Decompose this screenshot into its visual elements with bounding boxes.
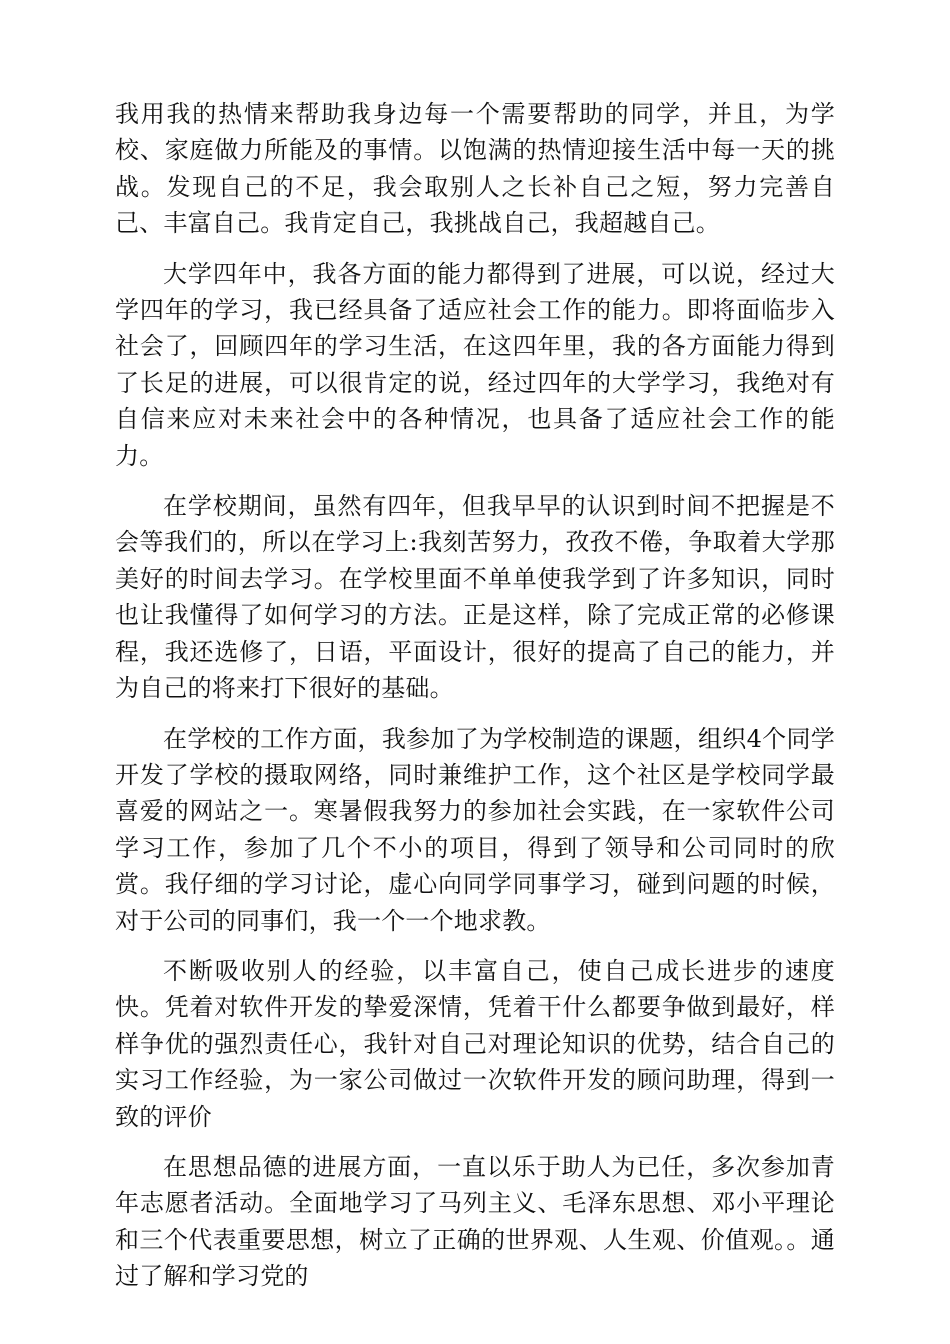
paragraph-1: 我用我的热情来帮助我身边每一个需要帮助的同学，并且，为学校、家庭做力所能及的事情。以饱满的热情迎接生活中每一天的挑战。发现自己的不足，我会取别人之长补自己之短，努力完善自己、丰富自己。我肯定自己，我挑战自己，我超越自己。 bbox=[115, 100, 835, 238]
document-body bbox=[115, 96, 835, 1309]
paragraph-2: 大学四年中，我各方面的能力都得到了进展，可以说，经过大学四年的学习，我已经具备了适应社会工作的能力。即将面临步入社会了，回顾四年的学习生活，在这四年里，我的各方面能力得到了长足的进展，可以很肯定的说，经过四年的大学学习，我绝对有自信来应对未来社会中的各种情况，也具备了适应社会工作的能力。 bbox=[115, 259, 835, 470]
paragraph-3: 在学校期间，虽然有四年，但我早早的认识到时间不把握是不会等我们的，所以在学习上:我刻苦努力，孜孜不倦，争取着大学那美好的时间去学习。在学校里面不单单使我学到了许多知识，同时也让我懂得了如何学习的方法。正是这样，除了完成正常的必修课程，我还选修了，日语，平面设计，很好的提高了自己的能力，并为自己的将来打下很好的基础。 bbox=[115, 492, 835, 703]
paragraph-5: 不断吸收别人的经验，以丰富自己，使自己成长进步的速度快。凭着对软件开发的挚爱深情，凭着干什么都要争做到最好，样样争优的强烈责任心，我针对自己对理论知识的优势，结合自己的实习工作经验，为一家公司做过一次软件开发的顾问助理，得到一致的评价 bbox=[115, 956, 835, 1131]
paragraph-6: 在思想品德的进展方面，一直以乐于助人为已任，多次参加青年志愿者活动。全面地学习了马列主义、毛泽东思想、邓小平理论和三个代表重要思想，树立了正确的世界观、人生观、价值观。。通过了解和学习党的 bbox=[115, 1152, 835, 1291]
paragraph-4: 在学校的工作方面，我参加了为学校制造的课题，组织4个同学开发了学校的摄取网络，同时兼维护工作，这个社区是学校同学最喜爱的网站之一。寒暑假我努力的参加社会实践，在一家软件公司学习工作，参加了几个不小的项目，得到了领导和公司同时的欣赏。我仔细的学习讨论，虚心向同学同事学习，碰到问题的时候，对于公司的同事们，我一个一个地求教。 bbox=[115, 724, 835, 935]
